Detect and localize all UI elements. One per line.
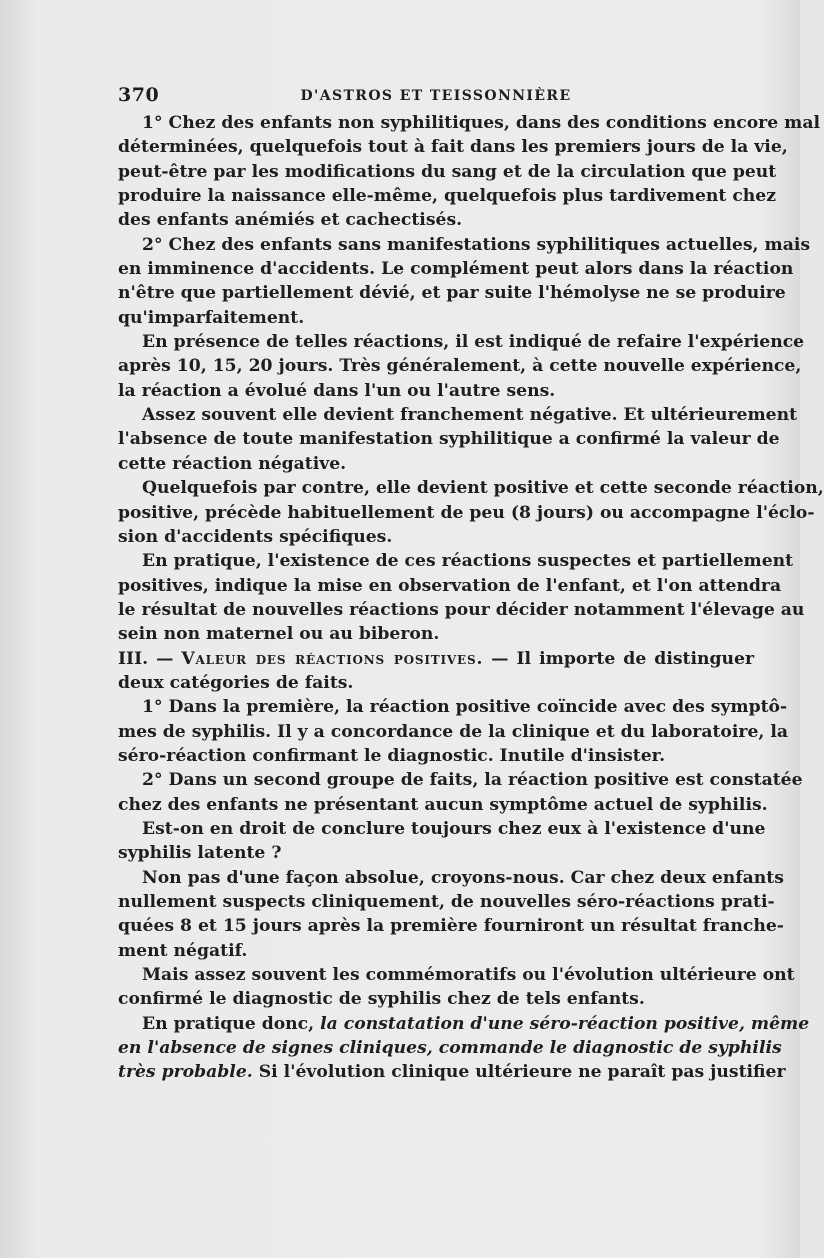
text-line: Assez souvent elle devient franchement négative. Et ultérieurement <box>142 405 798 426</box>
text-line: produire la naissance elle-même, quelquefois plus tardivement chez <box>118 186 776 207</box>
text-line: la réaction a évolué dans l'un ou l'autre sens. <box>118 380 556 401</box>
section-heading: Valeur des réactions positives. <box>181 648 484 669</box>
text-line: en imminence d'accidents. Le complément peut alors dans la réaction <box>118 259 794 280</box>
text-line: mes de syphilis. Il y a concordance de la clinique et du laboratoire, la <box>118 721 789 742</box>
text-line: qu'imparfaitement. <box>118 307 305 328</box>
running-title: D'ASTROS ET TEISSONNIÈRE <box>300 88 572 104</box>
text-line: 1° Chez des enfants non syphilitiques, dans des conditions encore mal <box>142 113 820 133</box>
text-line: peut-être par les modifications du sang et de la circulation que peut <box>118 161 777 182</box>
text-line: quées 8 et 15 jours après la première fourniront un résultat franche- <box>118 916 784 937</box>
italic-text: très probable. <box>118 1062 253 1083</box>
text-line: Quelquefois par contre, elle devient positive et cette seconde réaction, <box>142 478 824 499</box>
text-line: syphilis latente ? <box>118 843 282 864</box>
text-line: 2° Dans un second groupe de faits, la réaction positive est constatée <box>142 770 803 791</box>
text-line: Non pas d'une façon absolue, croyons-nous. Car chez deux enfants <box>142 867 784 888</box>
text-line: sion d'accidents spécifiques. <box>118 526 393 547</box>
text-line: En pratique, l'existence de ces réactions suspectes et partiellement <box>142 551 794 572</box>
italic-text: la constatation d'une séro-réaction positive, même <box>320 1013 810 1034</box>
italic-text: en l'absence de signes cliniques, commande le diagnostic de syphilis <box>118 1038 782 1059</box>
text-line: Mais assez souvent les commémoratifs ou l'évolution ultérieure ont <box>142 965 795 986</box>
text-line: Est-on en droit de conclure toujours chez eux à l'existence d'une <box>142 818 766 839</box>
text-line: le résultat de nouvelles réactions pour décider notamment l'élevage au <box>118 599 805 620</box>
text-segment: III. — <box>118 648 182 669</box>
text-line <box>118 1012 810 1036</box>
text-line: chez des enfants ne présentant aucun symptôme actuel de syphilis. <box>118 794 768 815</box>
text-segment: — Il importe de distinguer <box>483 648 754 669</box>
text-line <box>118 1036 782 1060</box>
text-line <box>118 647 754 671</box>
text-segment: En pratique donc, <box>142 1013 321 1034</box>
page-header <box>118 84 754 112</box>
text-segment: Si l'évolution clinique ultérieure ne paraît pas justifier <box>252 1062 786 1083</box>
text-line: positive, précède habituellement de peu (8 jours) ou accompagne l'éclo- <box>118 502 815 523</box>
text-line <box>118 1060 786 1084</box>
text-line: séro-réaction confirmant le diagnostic. Inutile d'insister. <box>118 745 666 766</box>
text-line: En présence de telles réactions, il est indiqué de refaire l'expérience <box>142 332 805 353</box>
text-line: 2° Chez des enfants sans manifestations syphilitiques actuelles, mais <box>142 234 811 255</box>
text-line: n'être que partiellement dévié, et par suite l'hémolyse ne se produire <box>118 283 786 304</box>
text-line: confirmé le diagnostic de syphilis chez de tels enfants. <box>118 989 645 1010</box>
text-line: après 10, 15, 20 jours. Très généralement, à cette nouvelle expérience, <box>118 356 802 377</box>
text-line: l'absence de toute manifestation syphilitique a confirmé la valeur de <box>118 429 780 450</box>
text-line: ment négatif. <box>118 940 248 961</box>
text-line: cette réaction négative. <box>118 453 347 474</box>
text-line: deux catégories de faits. <box>118 672 354 693</box>
text-line: 1° Dans la première, la réaction positive coïncide avec des symptô- <box>142 697 788 718</box>
page-number: 370 <box>118 84 160 106</box>
text-line: nullement suspects cliniquement, de nouvelles séro-réactions prati- <box>118 892 775 912</box>
text-line: sein non maternel ou au biberon. <box>118 624 440 645</box>
body-text <box>118 111 824 1085</box>
text-line: déterminées, quelquefois tout à fait dans les premiers jours de la vie, <box>118 137 788 158</box>
text-line: positives, indique la mise en observation de l'enfant, et l'on attendra <box>118 575 782 596</box>
text-line: des enfants anémiés et cachectisés. <box>118 210 463 231</box>
